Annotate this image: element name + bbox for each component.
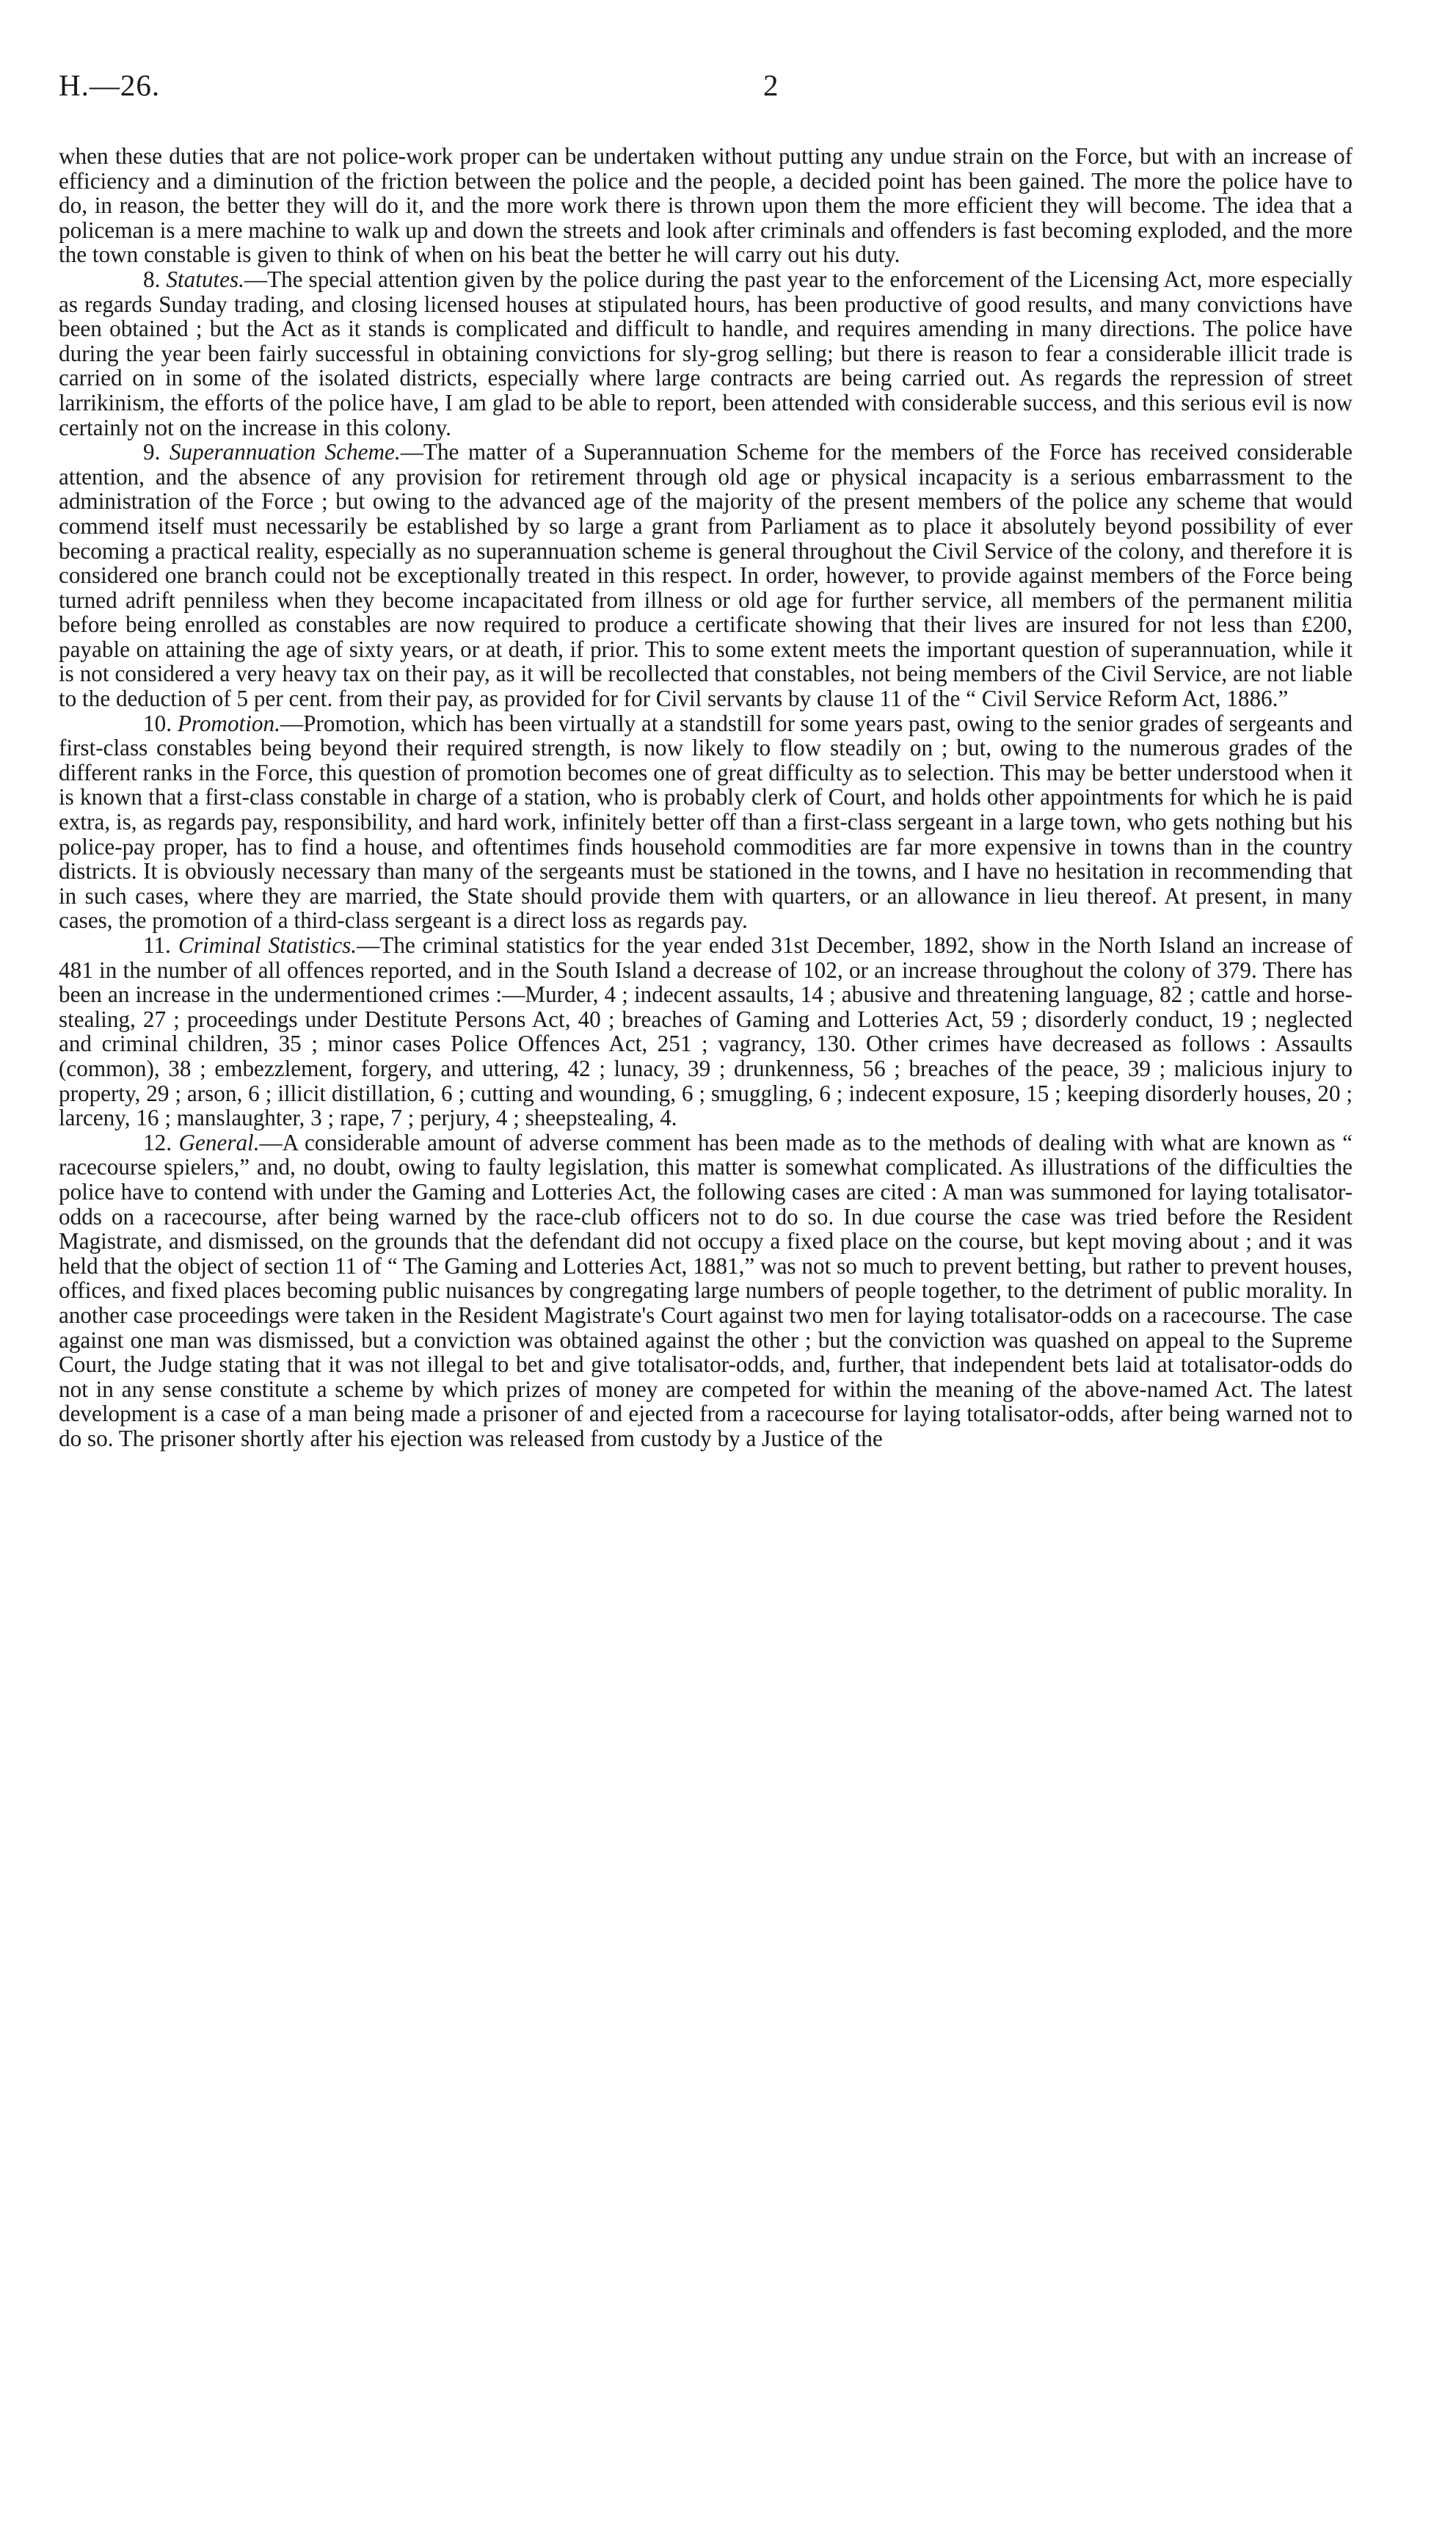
- paragraph-continuation: [59, 144, 1353, 267]
- paragraph-general: [59, 1130, 1353, 1451]
- paragraph-heading: General.: [178, 1129, 260, 1155]
- paragraph-heading: Superannuation Scheme.: [169, 439, 401, 465]
- body-text: [59, 144, 1353, 1451]
- paragraph-heading: Promotion.: [177, 710, 280, 736]
- page-number: 2: [763, 68, 779, 102]
- paragraph-heading: Statutes.: [166, 266, 244, 292]
- paragraph-number: 8.: [143, 266, 161, 292]
- paragraph-text: —The matter of a Superannuation Scheme for the members of the Force has received considerable attention, and the absence of any provision for retirement through old age or physical incapacity is a serious embarrassment to the administration of the Force ; but owing to the advanced age of the majority of the present members of the police any scheme that would commend itself must necessarily be established by so large a grant from Parliament as to place it absolutely beyond possibility of ever becoming a practical reality, especially as no superannuation scheme is general throughout the Civil Service of the colony, and therefore it is considered one branch could not be exceptionally treated in this respect. In order, however, to provide against members of the Force being turned adrift penniless when they become incapacitated from illness or old age for further service, all members of the permanent militia before being enrolled as constables are now required to produce a certificate showing that their lives are insured for not less than £200, payable on attaining the age of sixty years, or at death, if prior. This to some extent meets the important question of superannuation, while it is not considered a very heavy tax on their pay, as it will be recollected that constables, not being members of the Civil Service, are not liable to the deduction of 5 per cent. from their pay, as provided for for Civil servants by clause 11 of the “ Civil Service Reform Act, 1886.”: [59, 439, 1353, 712]
- paragraph-text: when these duties that are not police-work proper can be undertaken without putting any undue strain on the Force, but with an increase of efficiency and a diminution of the friction between the police and the people, a decided point has been gained. The more the police have to do, in reason, the better they will do it, and the more work there is thrown upon them the more efficient they will become. The idea that a policeman is a mere machine to walk up and down the streets and look after criminals and offenders is fast becoming exploded, and the more the town constable is given to think of when on his beat the better he will carry out his duty.: [59, 143, 1353, 268]
- paragraph-statutes: [59, 267, 1353, 440]
- document-reference: H.—26.: [59, 68, 161, 102]
- paragraph-number: 12.: [143, 1129, 172, 1155]
- paragraph-number: 10.: [143, 710, 172, 736]
- paragraph-promotion: [59, 711, 1353, 933]
- paragraph-heading: Criminal Statistics.: [178, 932, 357, 958]
- paragraph-criminal-statistics: [59, 933, 1353, 1130]
- paragraph-number: 11.: [143, 932, 171, 958]
- page-header: [59, 68, 1350, 112]
- paragraph-text: —A considerable amount of adverse comment has been made as to the methods of dealing with what are known as “ racecourse spielers,” and, no doubt, owing to faulty legislation, this matter is somewhat complicated. As illustrations of the difficulties the police have to contend with under the Gaming and Lotteries Act, the following cases are cited : A man was summoned for laying totalisator-odds on a racecourse, after being warned by the race-club officers not to do so. In due course the case was tried before the Resident Magistrate, and dismissed, on the grounds that the defendant did not occupy a fixed place on the course, but kept moving about ; and it was held that the object of section 11 of “ The Gaming and Lotteries Act, 1881,” was not so much to prevent betting, but rather to prevent houses, offices, and fixed places becoming public nuisances by congregating large numbers of people together, to the detriment of public morality. In another case proceedings were taken in the Resident Magistrate's Court against two men for laying totalisator-odds on a racecourse. The case against one man was dismissed, but a conviction was obtained against the other ; but the conviction was quashed on appeal to the Supreme Court, the Judge stating that it was not illegal to bet and give totalisator-odds, and, further, that independent bets laid at totalisator-odds do not in any sense constitute a scheme by which prizes of money are competed for within the meaning of the above-named Act. The latest development is a case of a man being made a prisoner of and ejected from a racecourse for laying totalisator-odds, after being warned not to do so. The prisoner shortly after his ejection was released from custody by a Justice of the: [59, 1129, 1353, 1451]
- paragraph-number: 9.: [143, 439, 161, 465]
- paragraph-text: —The criminal statistics for the year ended 31st December, 1892, show in the North Island an increase of 481 in the number of all offences reported, and in the South Island a decrease of 102, or an increase throughout the colony of 379. There has been an increase in the undermentioned crimes :—Murder, 4 ; indecent assaults, 14 ; abusive and threatening language, 82 ; cattle and horse-stealing, 27 ; proceedings under Destitute Persons Act, 40 ; breaches of Gaming and Lotteries Act, 59 ; disorderly conduct, 19 ; neglected and criminal children, 35 ; minor cases Police Offences Act, 251 ; vagrancy, 130. Other crimes have decreased as follows : Assaults (common), 38 ; embezzlement, forgery, and uttering, 42 ; lunacy, 39 ; drunkenness, 56 ; breaches of the peace, 39 ; malicious injury to property, 29 ; arson, 6 ; illicit distillation, 6 ; cutting and wounding, 6 ; smuggling, 6 ; indecent exposure, 15 ; keeping disorderly houses, 20 ; larceny, 16 ; manslaughter, 3 ; rape, 7 ; perjury, 4 ; sheepstealing, 4.: [59, 932, 1353, 1131]
- paragraph-text: —Promotion, which has been virtually at a standstill for some years past, owing to the senior grades of sergeants and first-class constables being beyond their required strength, is now likely to flow steadily on ; but, owing to the numerous grades of the different ranks in the Force, this question of promotion becomes one of great difficulty as to selection. This may be better understood when it is known that a first-class constable in charge of a station, who is probably clerk of Court, and holds other appointments for which he is paid extra, is, as regards pay, responsibility, and hard work, infinitely better off than a first-class sergeant in a large town, who gets nothing but his police-pay proper, has to find a house, and oftentimes finds household commodities are far more expensive in towns than in the country districts. It is obviously necessary than many of the sergeants must be stationed in the towns, and I have no hesitation in recommending that in such cases, where they are married, the State should provide them with quarters, or an allowance in lieu thereof. At present, in many cases, the promotion of a third-class sergeant is a direct loss as regards pay.: [59, 710, 1353, 934]
- paragraph-superannuation: [59, 440, 1353, 711]
- paragraph-text: —The special attention given by the police during the past year to the enforcement of the Licensing Act, more especially as regards Sunday trading, and closing licensed houses at stipulated hours, has been productive of good results, and many convictions have been obtained ; but the Act as it stands is complicated and difficult to handle, and requires amending in many directions. The police have during the year been fairly successful in obtaining convictions for sly-grog selling; but there is reason to fear a considerable illicit trade is carried on in some of the isolated districts, especially where large contracts are being carried out. As regards the repression of street larrikinism, the efforts of the police have, I am glad to be able to report, been attended with considerable success, and this serious evil is now certainly not on the increase in this colony.: [59, 266, 1353, 440]
